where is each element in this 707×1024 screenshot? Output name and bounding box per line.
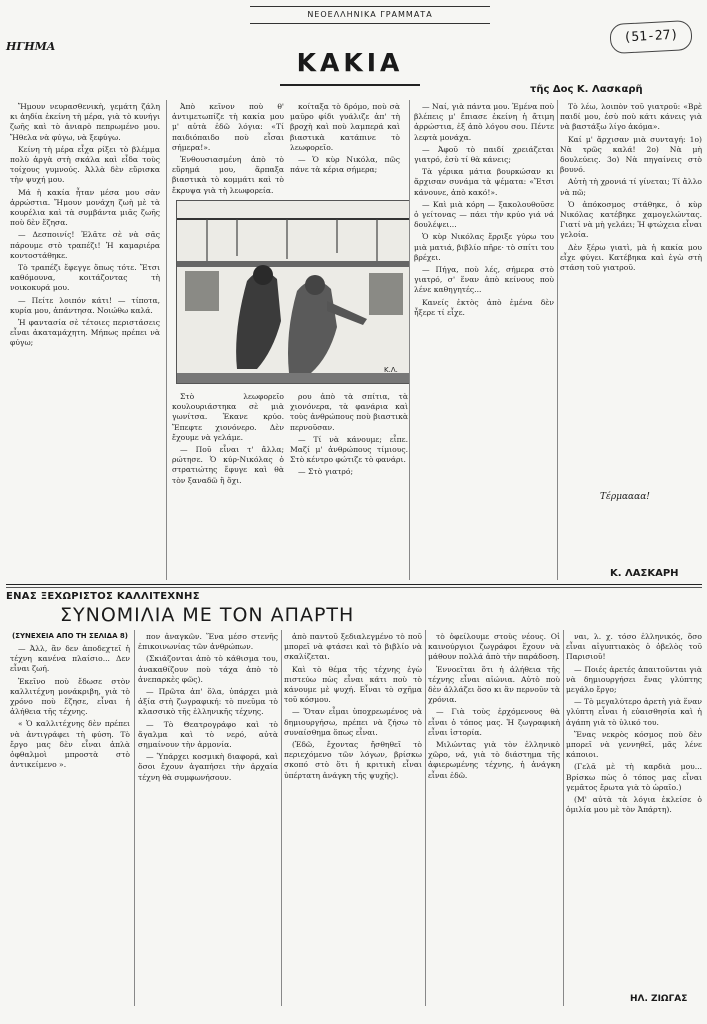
paragraph: — Ναί, γιὰ πάντα μου. Ἐμένα ποὺ βλέπεις μ' ἔπιασε ἐκείνη ἡ ἄτιμη ἀρρώστια, ἐξ ἀπὸ λόγου σου. Πέντε λεφτὰ μονάχα. — [414, 102, 554, 142]
paragraph: Τὰ γέρικα μάτια βουρκώσαν κι ἄρχισαν συνάμα τὰ ψέματα: «Ἔτσι κάνουνε, ἀπὸ κακό!». — [414, 167, 554, 197]
article-kicker: ΕΝΑΣ ΞΕΧΩΡΙΣΤΟΣ ΚΑΛΛΙΤΕΧΝΗΣ — [6, 591, 200, 602]
illustration-drawing — [177, 201, 409, 383]
paragraph: Τὸ λέω, λοιπὸν τοῦ γιατροῦ: «Βρὲ παιδί μου, ἐσὺ ποὺ κάτι κάνεις γιὰ νὰ βαστάξω λίγο ἀκόμα». — [560, 102, 702, 132]
paragraph: Ἤμουν νευρασθενικὴ, γεμάτη ζάλη κι ἀηδία ἐκείνη τὴ μέρα, γιὰ τὸ κυνήγι ζωῆς καὶ τὸ ἀνιαρὸ πεπρωμένο μου. Ἤθελα νὰ φύγω, νὰ ξεφύγω. — [10, 102, 160, 142]
paragraph: Τὸ τραπέζι ἔφεγγε ὅπως τότε. Ἔτσι καθόμουνα, κοιτάζοντας τὴ νοικοκυρά μου. — [10, 263, 160, 293]
story-title: ΚΑΚΙΑ — [296, 48, 404, 77]
column-divider — [134, 630, 135, 1006]
paragraph: — Ἀφοῦ τὸ παιδί χρειάζεται γιατρό, ἐσὺ τί θὰ κάνεις; — [414, 144, 554, 165]
paragraph: — Πείτε λοιπόν κάτι! — τίποτα, κυρία μου, ἀπάντησα. Νοιώθω καλά. — [10, 295, 160, 315]
paragraph: — Τί νὰ κάνουμε; εἶπε. Μαζί μ' ἀνθρώπους τίμιους. Στὸ κέντρο φώτιζε τὸ φανάρι. — [290, 434, 408, 465]
paragraph: — Πήγα, ποὺ λές, σήμερα στὸ γιατρό, σ' ἕναν ἀπὸ κείνους ποὺ λένε καθηγητές... — [414, 265, 554, 295]
paragraph: κοίταξα τὸ δρόμο, ποὺ σὰ μαῦρο φίδι γυάλιζε ἀπ' τὴ βροχὴ καὶ ποὺ λαμπερά καὶ βιαστικὰ κατάπινε τὸ λεωφορεῖο. — [290, 102, 400, 152]
paragraph: Κείνη τὴ μέρα εἶχα ρίξει τὸ βλέμμα πολὺ ἀργὰ στὴ σκάλα καὶ εἶδα τοὺς τοίχους γυμνούς. Ἀλλὰ δὲν εὕρισκα τὴν ψυχή μου. — [10, 144, 160, 185]
article-column-5 — [566, 632, 702, 994]
story-column-3-bottom — [290, 392, 408, 580]
story-column-5 — [560, 102, 702, 490]
column-divider — [563, 630, 564, 1006]
paragraph: — Δεσποινίς! Ἐλᾶτε σὲ νὰ σᾶς πάρουμε στὸ τραπέζι! Ἡ καμαριέρα κοντοστάθηκε. — [10, 230, 160, 260]
paragraph: — Ποιές ἀρετές ἀπαιτοῦνται γιὰ νὰ δημιουργήσει ἕνας γλύπτης μεγάλο ἔργο; — [566, 664, 702, 695]
continued-from-note: (ΣΥΝΕΧΕΙΑ ΑΠΟ ΤΗ ΣΕΛΙΔΑ 8) — [12, 632, 128, 640]
paragraph: — Τὸ Θεατρογράφο καὶ τὸ ἄγαλμα καὶ τὸ νερό, αὐτὰ σημαίνουν τὴν ἁρμονία. — [138, 719, 278, 750]
paragraph: — Ποῦ εἶναι τ' ἄλλα; ρώτησε. Ὁ κύρ-Νικόλας ὁ στρατιώτης ἔφυγε καὶ θὰ τὸν ξαναδῶ ἢ ὄχι. — [172, 445, 284, 485]
paragraph: Ἡ φαντασία σὲ τέτοιες περιστάσεις εἶναι ἀκαταμάχητη. Μήπως πρέπει νὰ φύγω; — [10, 318, 160, 348]
paragraph: Αὐτὴ τὴ χρονιά τί γίνεται; Τί ἄλλο νὰ πῶ; — [560, 177, 702, 197]
paragraph: (Σκιάζονται ἀπὸ τὸ κάθισμα του, ἀνακαθίζουν ποὺ τάχα ἀπὸ τὸ ἀνεπαρκὲς φῶς). — [138, 654, 278, 684]
article-column-4 — [428, 632, 560, 1004]
paragraph: Ἐκεῖνο ποὺ ἔδωσε στὸν καλλιτέχνη μονάκριβη, γιὰ τὸ χρόνο ποὺ ἔζησε, εἶναι ἡ ἀλήθεια τῆς τέχνης. — [10, 676, 130, 717]
paragraph: — Ἀλλ, ἂν δεν ἀποδεχτεῖ ἡ τέχνη κανένα πλαίσιο... Δεν εἶναι ζωή. — [10, 644, 130, 674]
story-illustration — [176, 200, 410, 384]
title-rule — [280, 84, 420, 86]
article-column-3 — [284, 632, 422, 1004]
paragraph: Ὁ ἀπόκοσμος στάθηκε, ὁ κὺρ Νικόλας κατέβηκε χαμογελώντας. Γιατί νὰ μὴ γελάει; Ἡ φτώχεια εἶναι γελοία. — [560, 199, 702, 240]
paragraph: — Ὑπάρχει κοσμικὴ διαφορά, καὶ ὅσοι ἔχουν ἀγαπήσει τὴν ἀρχαία τέχνη θὰ συμφωνήσουν. — [138, 752, 278, 782]
masthead: ΝΕΟΕΛΛΗΝΙΚΑ ΓΡΑΜΜΑΤΑ — [250, 6, 490, 24]
paragraph: Ἐννοεῖται ὅτι ἡ ἀλήθεια τῆς τέχνης εἶναι αἰώνια. Αὐτὸ ποὺ δὲν ἀλλάζει ὅσο κι ἂν περνοῦν τὰ χρόνια. — [428, 664, 560, 705]
column-divider — [166, 100, 167, 580]
paragraph: Ἕνας νεκρὸς κόσμος ποὺ δὲν μπορεῖ νὰ γεννηθεῖ, μᾶς λένε κάποιοι. — [566, 729, 702, 760]
paragraph: (Ἑδῶ, ἔχοντας ἤσθηθεῖ τὸ περιεχόμενο τῶν λόγων, βρίσκω σκοπό στὸ ὅτι ἡ κριτικὴ εἶναι ὑπέρτατη ἀνάγκη τῆς ψυχῆς). — [284, 740, 422, 780]
paragraph: Καί μ' ἄρχισαν μιὰ συνταγή: 1ο) Νὰ τρῶς καλά! 2ο) Νὰ μὴ δουλεύεις. 3ο) Νὰ πηγαίνεις στὸ βουνό. — [560, 134, 702, 175]
paragraph: Ὁ κὺρ Νικόλας ἔρριξε γύρω του μιὰ ματιά, βιβλίο πῆρε· τὸ σπίτι του βρέχει. — [414, 232, 554, 262]
paragraph: ρου ἀπὸ τὰ σπίτια, τὰ χιονόνερα, τὰ φανάρια καὶ τοὺς ἀνθρώπους ποὺ βιαστικὰ περνοῦσαν. — [290, 392, 408, 432]
handwritten-reference-mark: (51-27) — [609, 20, 692, 54]
paragraph: ναι, λ. χ. τόσο ἑλληνικός, ὅσο εἶναι αἰγυπτιακὸς ὁ ὀβελὸς τοῦ Παρισιοῦ! — [566, 632, 702, 662]
section-divider-thin — [6, 587, 702, 588]
paragraph: Κανείς ἐκτὸς ἀπὸ ἐμένα δὲν ἦξερε τί εἶχε. — [414, 297, 554, 317]
paragraph: — Καὶ μιὰ κόρη — ξακολουθοῦσε ὁ γείτονας — πάει τὴν κρύο γιά νά δουλέψει... — [414, 199, 554, 230]
paragraph: — Γιὰ τοὺς ἐρχόμενους θὰ εἶναι ὁ τόπος μας. Ἡ ζωγραφικὴ εἶναι ἱστορία. — [428, 707, 560, 737]
section-label: ΗΓΗΜΑ — [6, 40, 56, 53]
paragraph: — Τὸ μεγαλύτερο ἀρετὴ γιὰ ἕναν γλύπτη εἶναι ἡ εὐαισθησία καὶ ἡ ἀγάπη γιὰ τὸ ὑλικό του. — [566, 697, 702, 727]
paragraph: Ἐνθουσιασμένη ἀπὸ τὸ εὕρημά μου, ἄρπαξα βιαστικὰ τὸ κομμάτι καὶ τὸ ἔκρυψα γιὰ τὴ λεωφορεία. — [172, 155, 284, 195]
paragraph: Μιλώντας γιὰ τὸν ἑλληνικὸ χῶρο, νά, γιὰ τὸ διάστημα τῆς ἀφιερωμένης τέχνης, ἡ ἀνάγκη εἶναι ἐδῶ. — [428, 740, 560, 780]
column-divider — [557, 100, 558, 580]
story-end-mark: Τέρμαααα! — [600, 492, 650, 502]
paragraph: Καὶ τὸ θέμα τῆς τέχνης ἐγὼ πιστεύω πὼς εἶναι κάτι ποὺ τὸ κάνουμε μὲ ψυχή. Εἶναι τὸ σχῆμα τοῦ κόσμου. — [284, 664, 422, 705]
paragraph: — Ὁ κὺρ Νικόλα, πῶς πάνε τὰ κέρια σήμερα; — [290, 155, 400, 175]
paragraph: Ἀπὸ κεῖνον ποὺ θ' ἀντιμετωπίζε τὴ κακία μου μ' αὐτὰ ἐδῶ λόγια: «Τί παιδιόπαιδο ποὺ εἶσαι σήμερα!». — [172, 102, 284, 152]
article-column-2 — [138, 632, 278, 1004]
paragraph: πον ἀναγκῶν. Ἕνα μέσο στενῆς ἐπικοινωνίας τῶν ἀνθρώπων. — [138, 632, 278, 652]
story-column-4 — [414, 102, 554, 580]
story-author-signoff: Κ. ΛΑΣΚΑΡΗ — [610, 568, 679, 579]
paragraph: Δὲν ξέρω γιατὶ, μὰ ἡ κακία μου εἶχε φύγει. Κατέβηκα καὶ ἐγὼ στὴ στάση τοῦ γιατροῦ. — [560, 242, 702, 273]
section-divider — [6, 584, 702, 585]
article-byline: ΗΛ. ΖΙΩΓΑΣ — [630, 994, 688, 1004]
story-author-line: τῆς Δος Κ. Λασκαρῆ — [530, 84, 643, 95]
paragraph: Στὸ λεωφορεῖο κουλουριάστηκα σὲ μιὰ γωνίτσα. Ἐκανε κρύο. Ἔπεφτε χιονόνερο. Δὲν ἔχουμε νὰ γελάμε. — [172, 392, 284, 442]
article-column-1 — [10, 644, 130, 1004]
story-column-3-top — [290, 102, 400, 198]
paragraph: — Ὅταν εἶμαι ὑποχρεωμένος νὰ δημιουργήσω, πρέπει νὰ ζήσω τὸ συναίσθημα ὅπως εἶναι. — [284, 707, 422, 737]
column-divider — [409, 100, 410, 580]
paragraph: (Γελᾶ μὲ τὴ καρδιὰ μου... Βρίσκω πὼς ὁ τόπος μας εἶναι γεμᾶτος ἔρωτα γιὰ τὸ ὡραῖο.) — [566, 762, 702, 792]
paragraph: — Πρῶτα ἀπ' ὅλα, ὑπάρχει μιὰ ἀξία στὴ ζωγραφική: τὸ πνεῦμα τὸ κλασσικὸ τῆς ἑλληνικῆς τέχνης. — [138, 687, 278, 717]
illustration-signature: K.Λ. — [384, 366, 398, 374]
story-column-2-bottom — [172, 392, 284, 580]
column-divider — [281, 630, 282, 1006]
story-column-1 — [10, 102, 160, 580]
article-headline: ΣΥΝΟΜΙΛΙΑ ΜΕ ΤΟΝ ΑΠΑΡΤΗ — [60, 604, 355, 626]
column-divider — [425, 630, 426, 1006]
paragraph: τὸ ὀφείλουμε στοὺς νέους. Οἱ καινούργιοι ζωγράφοι ἔχουν νὰ μάθουν πολλά ἀπὸ τὴν παράδοση. — [428, 632, 560, 662]
story-column-2-top — [172, 102, 284, 214]
paragraph: (Μ' αὐτὰ τὰ λόγια ἐκλείσε ὁ ὁμιλία μου μὲ τὸν Ἀπάρτη). — [566, 795, 702, 815]
paragraph: Μά ἡ κακία ἦταν μέσα μου σὰν ἀρρώστια. Ἤμουν μονάχη ζωὴ μὲ τὰ κουρέλια καὶ τὰ συμβάντα μιᾶς ζωῆς ποὺ δὲν ἔζησα. — [10, 187, 160, 228]
paragraph: ἀπὸ παντοῦ ξεδιαλεγμένο τὸ ποῦ μπορεῖ νὰ φτάσει καὶ τὸ βιβλίο νὰ σκαλίζεται. — [284, 632, 422, 662]
paragraph: « Ὁ καλλιτέχνης δὲν πρέπει νὰ ἀντιγράφει τὴ φύση. Τὸ ἔργο μας δὲν εἶναι ἁπλὰ ὀφθαλμοὶ μπροστὰ στὸ ἀντικείμενο ». — [10, 719, 130, 770]
paragraph: — Στὸ γιατρό; — [298, 467, 354, 477]
